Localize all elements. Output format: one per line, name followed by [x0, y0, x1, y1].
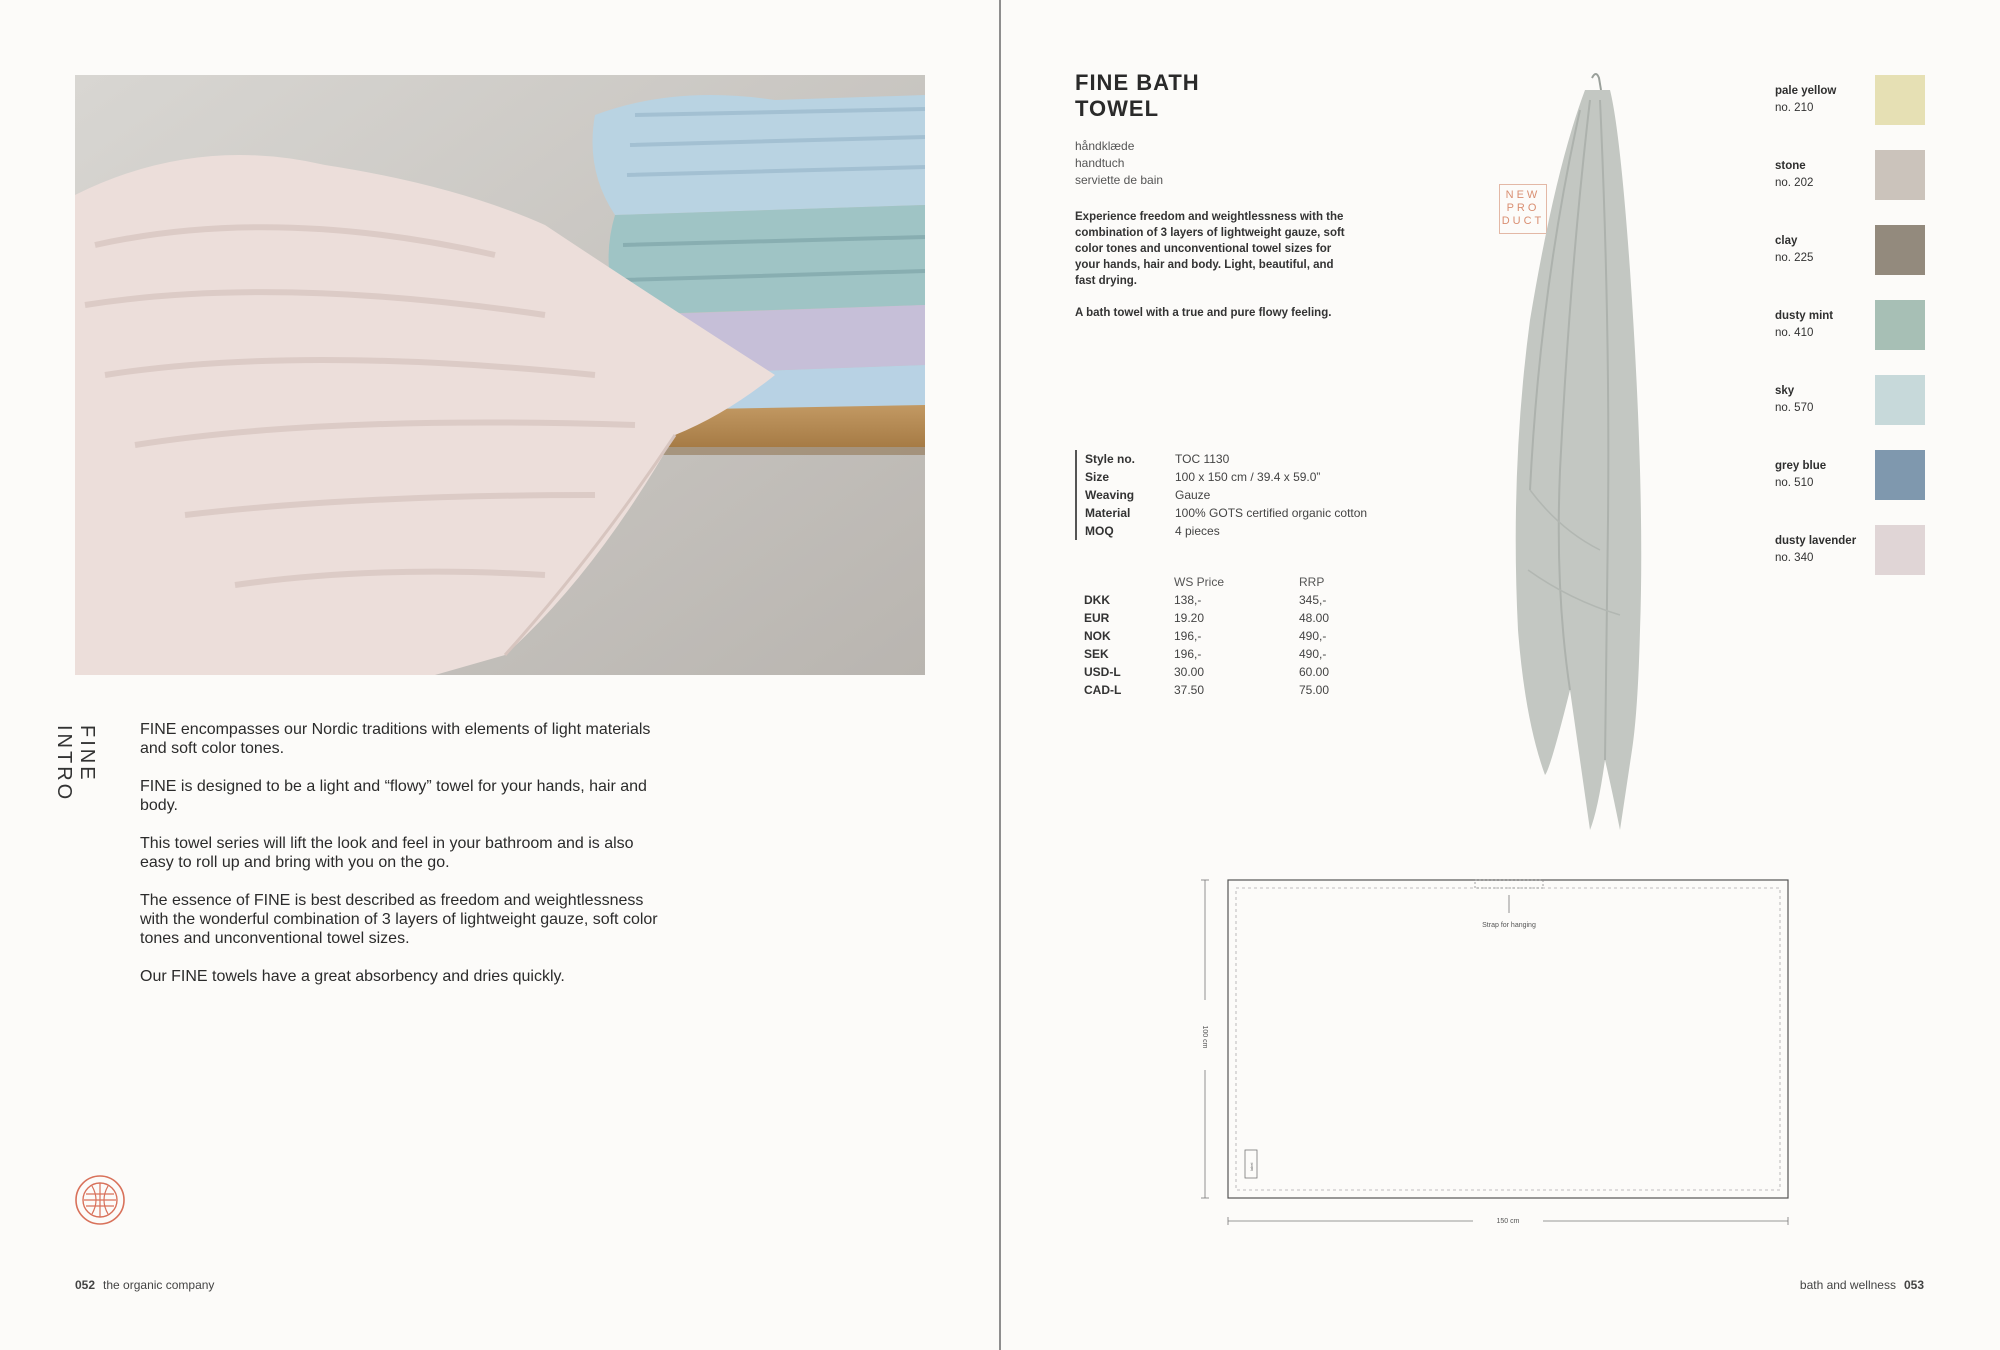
badge-line: NEW	[1505, 189, 1541, 201]
rrp-price: 490,-	[1299, 647, 1327, 661]
swatch-number: no. 225	[1775, 252, 1814, 264]
swatch-name: clay	[1775, 235, 1798, 247]
intro-paragraph: Our FINE towels have a great absorbency and dries quickly.	[140, 968, 565, 985]
swatch-clay	[1775, 225, 1927, 300]
swatch-number: no. 340	[1775, 552, 1814, 564]
swatch-name: sky	[1775, 385, 1795, 397]
swatch-pale-yellow	[1775, 75, 1927, 150]
ws-price: 37.50	[1174, 683, 1205, 697]
globe-logo-icon	[74, 1174, 126, 1226]
spec-label: Style no.	[1085, 452, 1136, 466]
spec-value: 100 x 150 cm / 39.4 x 59.0”	[1175, 470, 1321, 484]
spec-row	[1085, 450, 1367, 468]
footer-text-left: the organic company	[103, 1278, 215, 1292]
swatch-grey-blue	[1775, 450, 1927, 525]
intro-paragraph: This towel series will lift the look and feel in your bathroom and is also easy to roll up and bring with you on the go.	[140, 835, 634, 871]
translations	[1075, 138, 1163, 189]
hanging-towel-image	[1500, 70, 1650, 840]
swatch-color-box	[1875, 150, 1925, 200]
ws-price-header: WS Price	[1174, 575, 1225, 589]
hanging-strap	[1475, 880, 1543, 888]
swatch-dusty-mint	[1775, 300, 1927, 375]
care-tag-label: label	[1249, 1162, 1254, 1171]
color-swatches	[1775, 75, 1927, 600]
rrp-price: 48.00	[1299, 611, 1330, 625]
spec-label: Material	[1085, 506, 1131, 520]
swatch-number: no. 210	[1775, 102, 1814, 114]
swatch-number: no. 202	[1775, 177, 1814, 189]
price-header-row	[1084, 573, 1379, 591]
ws-price: 30.00	[1174, 665, 1205, 679]
badge-line: PRO	[1506, 202, 1540, 214]
strap-label: Strap for hanging	[1482, 922, 1536, 929]
swatch-color-box	[1875, 525, 1925, 575]
swatch-name: dusty lavender	[1775, 535, 1857, 547]
swatch-number: no. 570	[1775, 402, 1814, 414]
spec-value: 100% GOTS certified organic cotton	[1175, 506, 1368, 520]
description-paragraph: Experience freedom and weightlessness with the combination of 3 layers of lightweight gauze, soft color tones and unconventional towel sizes for your hands, hair and body. Light, beautiful, and fast drying.	[1075, 211, 1345, 287]
rrp-price: 60.00	[1299, 665, 1330, 679]
product-description	[1075, 209, 1355, 337]
spec-row	[1085, 522, 1367, 540]
product-title-line2: TOWEL	[1075, 96, 1160, 121]
currency: DKK	[1084, 593, 1110, 607]
ws-price: 19.20	[1174, 611, 1205, 625]
swatch-name: pale yellow	[1775, 85, 1837, 97]
swatch-color-box	[1875, 450, 1925, 500]
towel-seam	[1236, 888, 1780, 1190]
price-row	[1084, 627, 1379, 645]
spec-value: 4 pieces	[1175, 524, 1220, 538]
swatch-name: grey blue	[1775, 460, 1827, 472]
ws-price: 196,-	[1174, 647, 1202, 661]
swatch-sky	[1775, 375, 1927, 450]
swatch-dusty-lavender	[1775, 525, 1927, 600]
page-number-left: 052	[75, 1278, 96, 1292]
spec-row	[1085, 504, 1367, 522]
currency: CAD-L	[1084, 683, 1122, 697]
rrp-header: RRP	[1299, 575, 1325, 589]
product-title	[1075, 70, 1295, 122]
product-title-line1: FINE BATH	[1075, 70, 1200, 95]
swatch-stone	[1775, 150, 1927, 225]
spec-row	[1085, 468, 1367, 486]
intro-text	[140, 720, 660, 1005]
currency: NOK	[1084, 629, 1111, 643]
swatch-color-box	[1875, 375, 1925, 425]
width-label: 150 cm	[1496, 1218, 1520, 1225]
height-label: 100 cm	[1201, 1025, 1208, 1049]
translation-de: handtuch	[1075, 156, 1125, 170]
towel-stack-photo	[75, 75, 925, 675]
badge-line: DUCT	[1501, 215, 1545, 227]
ws-price: 138,-	[1174, 593, 1202, 607]
page-spine	[999, 0, 1001, 1350]
swatch-color-box	[1875, 300, 1925, 350]
translation-da: håndklæde	[1075, 139, 1135, 153]
spec-label: Size	[1085, 470, 1110, 484]
swatch-name: stone	[1775, 160, 1806, 172]
price-row	[1084, 609, 1379, 627]
swatch-number: no. 510	[1775, 477, 1814, 489]
translation-fr: serviette de bain	[1075, 173, 1164, 187]
page-number-right: 053	[1903, 1278, 1924, 1292]
footer-text-right: bath and wellness	[1799, 1278, 1896, 1292]
spec-label: MOQ	[1085, 524, 1114, 538]
spec-value: TOC 1130	[1175, 452, 1230, 466]
currency: USD-L	[1084, 665, 1121, 679]
price-row	[1084, 681, 1379, 699]
swatch-color-box	[1875, 225, 1925, 275]
rrp-price: 490,-	[1299, 629, 1327, 643]
swatch-color-box	[1875, 75, 1925, 125]
ws-price: 196,-	[1174, 629, 1202, 643]
rrp-price: 345,-	[1299, 593, 1327, 607]
currency: SEK	[1084, 647, 1109, 661]
price-row	[1084, 645, 1379, 663]
intro-paragraph: The essence of FINE is best described as freedom and weightlessness with the wonderful combination of 3 layers of lightweight gauze, soft color tones and unconventional towel sizes.	[140, 892, 658, 947]
spec-row	[1085, 486, 1367, 504]
price-row	[1084, 663, 1379, 681]
swatch-name: dusty mint	[1775, 310, 1834, 322]
intro-paragraph: FINE encompasses our Nordic traditions with elements of light materials and soft color tones.	[140, 721, 651, 757]
footer-right	[1800, 1278, 1924, 1292]
spec-value: Gauze	[1175, 488, 1211, 502]
spec-table	[1075, 450, 1367, 540]
footer-left	[75, 1278, 214, 1292]
price-table	[1084, 573, 1379, 699]
price-row	[1084, 591, 1379, 609]
section-title: FINE INTRO	[53, 725, 98, 803]
size-diagram	[1195, 875, 1795, 1235]
swatch-number: no. 410	[1775, 327, 1814, 339]
spec-label: Weaving	[1085, 488, 1135, 502]
intro-paragraph: FINE is designed to be a light and “flowy” towel for your hands, hair and body.	[140, 778, 647, 814]
rrp-price: 75.00	[1299, 683, 1330, 697]
description-paragraph: A bath towel with a true and pure flowy feeling.	[1075, 307, 1332, 319]
currency: EUR	[1084, 611, 1110, 625]
